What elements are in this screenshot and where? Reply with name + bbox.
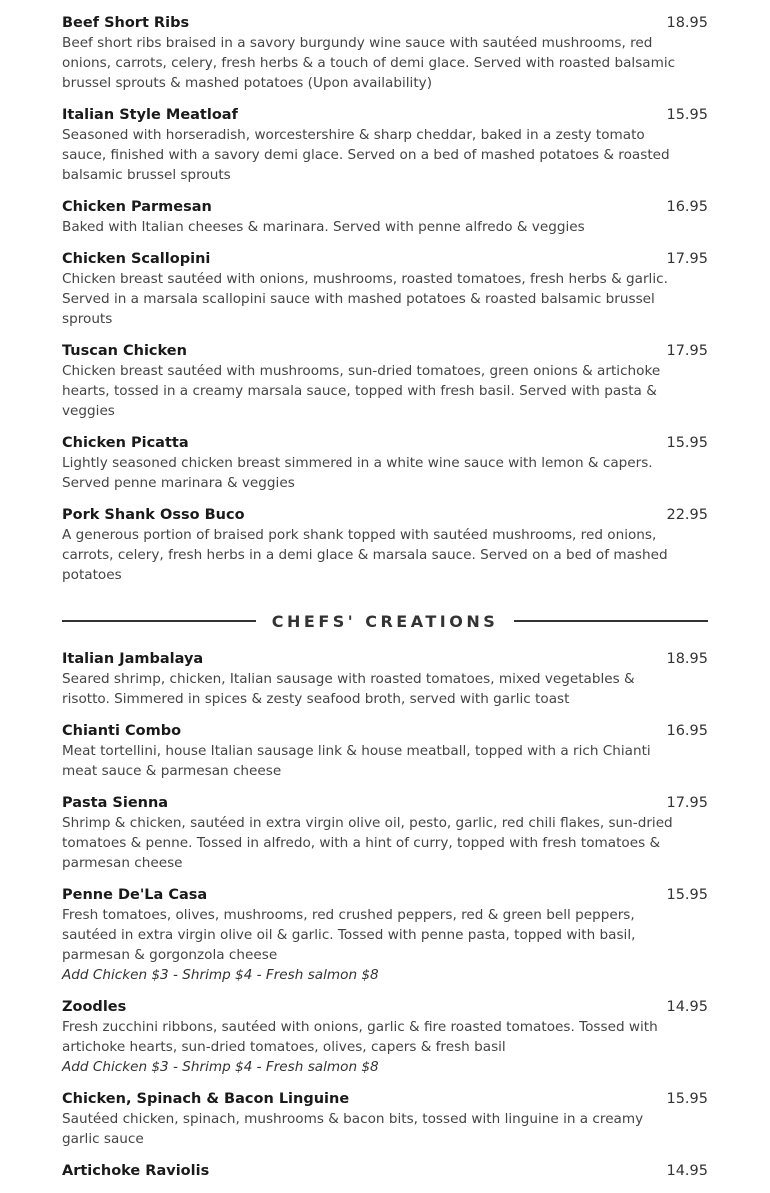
item-price: 15.95 <box>666 107 708 123</box>
section-header-chefs-creations <box>62 609 708 633</box>
item-description: Lightly seasoned chicken breast simmered in a white wine sauce with lemon & capers. Served penne marinara & veggies <box>62 455 653 491</box>
menu-item <box>62 105 708 185</box>
item-description: Seasoned with horseradish, worcestershire & sharp cheddar, baked in a zesty tomato sauce, finished with a savory demi glace. Served on a bed of mashed potatoes & roasted balsamic brussel sprouts <box>62 127 670 183</box>
item-name: Italian Jambalaya <box>62 651 204 667</box>
chefs-creations-section <box>62 649 708 1181</box>
menu-item <box>62 249 708 329</box>
item-name: Chicken, Spinach & Bacon Linguine <box>62 1091 350 1107</box>
menu-item <box>62 997 708 1077</box>
item-name: Italian Style Meatloaf <box>62 107 238 123</box>
item-price: 16.95 <box>666 723 708 739</box>
menu-item <box>62 885 708 985</box>
item-name: Zoodles <box>62 999 127 1015</box>
item-name: Chicken Picatta <box>62 435 189 451</box>
item-name: Penne De'La Casa <box>62 887 208 903</box>
item-price: 15.95 <box>666 1091 708 1107</box>
item-description: Fresh tomatoes, olives, mushrooms, red crushed peppers, red & green bell peppers, sautéed in extra virgin olive oil & garlic. Tossed with penne pasta, topped with basil, parmesan & gorgonzola cheese <box>62 907 636 963</box>
item-description: Beef short ribs braised in a savory burgundy wine sauce with sautéed mushrooms, red onions, carrots, celery, fresh herbs & a touch of demi glace. Served with roasted balsamic brussel sprouts & mashed potatoes (Upon availability) <box>62 35 676 91</box>
item-description: A generous portion of braised pork shank topped with sautéed mushrooms, red onions, carrots, celery, fresh herbs in a demi glace & marsala sauce. Served on a bed of mashed potatoes <box>62 527 668 583</box>
item-price: 17.95 <box>666 343 708 359</box>
menu-item <box>62 433 708 493</box>
item-description: Meat tortellini, house Italian sausage link & house meatball, topped with a rich Chianti meat sauce & parmesan cheese <box>62 743 651 779</box>
menu-item <box>62 721 708 781</box>
menu-page <box>62 13 708 1193</box>
item-price: 15.95 <box>666 887 708 903</box>
section-divider-left <box>62 620 256 622</box>
section-title: CHEFS' CREATIONS <box>271 611 499 631</box>
item-name: Beef Short Ribs <box>62 15 190 31</box>
item-price: 18.95 <box>666 15 708 31</box>
item-name: Pasta Sienna <box>62 795 169 811</box>
item-addon-note: Add Chicken $3 - Shrimp $4 - Fresh salmon $8 <box>62 1059 379 1075</box>
item-addon-note: Add Chicken $3 - Shrimp $4 - Fresh salmon $8 <box>62 967 379 983</box>
item-price: 15.95 <box>666 435 708 451</box>
section-divider-right <box>514 620 708 622</box>
menu-item <box>62 13 708 93</box>
item-price: 14.95 <box>666 1163 708 1179</box>
menu-item <box>62 649 708 709</box>
item-description: Seared shrimp, chicken, Italian sausage with roasted tomatoes, mixed vegetables & risotto. Simmered in spices & zesty seafood broth, served with garlic toast <box>62 671 635 707</box>
menu-item <box>62 793 708 873</box>
entrees-section <box>62 13 708 585</box>
item-price: 18.95 <box>666 651 708 667</box>
item-description: Sautéed chicken, spinach, mushrooms & bacon bits, tossed with linguine in a creamy garlic sauce <box>62 1111 644 1147</box>
menu-item <box>62 505 708 585</box>
item-description: Fresh zucchini ribbons, sautéed with onions, garlic & fire roasted tomatoes. Tossed with artichoke hearts, sun-dried tomatoes, olives, capers & fresh basil <box>62 1019 658 1055</box>
item-name: Chicken Parmesan <box>62 199 212 215</box>
item-price: 17.95 <box>666 795 708 811</box>
menu-item <box>62 341 708 421</box>
item-name: Artichoke Raviolis <box>62 1163 210 1179</box>
item-price: 22.95 <box>666 507 708 523</box>
item-description: Shrimp & chicken, sautéed in extra virgin olive oil, pesto, garlic, red chili flakes, sun-dried tomatoes & penne. Tossed in alfredo, with a hint of curry, topped with fresh tomatoes & parmesan cheese <box>62 815 673 871</box>
item-description: Baked with Italian cheeses & marinara. Served with penne alfredo & veggies <box>62 219 585 235</box>
menu-item <box>62 1089 708 1149</box>
item-name: Chianti Combo <box>62 723 182 739</box>
item-price: 14.95 <box>666 999 708 1015</box>
item-name: Pork Shank Osso Buco <box>62 507 245 523</box>
menu-item <box>62 1161 708 1181</box>
item-name: Tuscan Chicken <box>62 343 187 359</box>
item-price: 16.95 <box>666 199 708 215</box>
item-name: Chicken Scallopini <box>62 251 211 267</box>
menu-item <box>62 197 708 237</box>
item-price: 17.95 <box>666 251 708 267</box>
item-description: Chicken breast sautéed with mushrooms, sun-dried tomatoes, green onions & artichoke hearts, tossed in a creamy marsala sauce, topped with fresh basil. Served with pasta & veggies <box>62 363 661 419</box>
item-description: Chicken breast sautéed with onions, mushrooms, roasted tomatoes, fresh herbs & garlic. Served in a marsala scallopini sauce with mashed potatoes & roasted balsamic brussel sprouts <box>62 271 668 327</box>
